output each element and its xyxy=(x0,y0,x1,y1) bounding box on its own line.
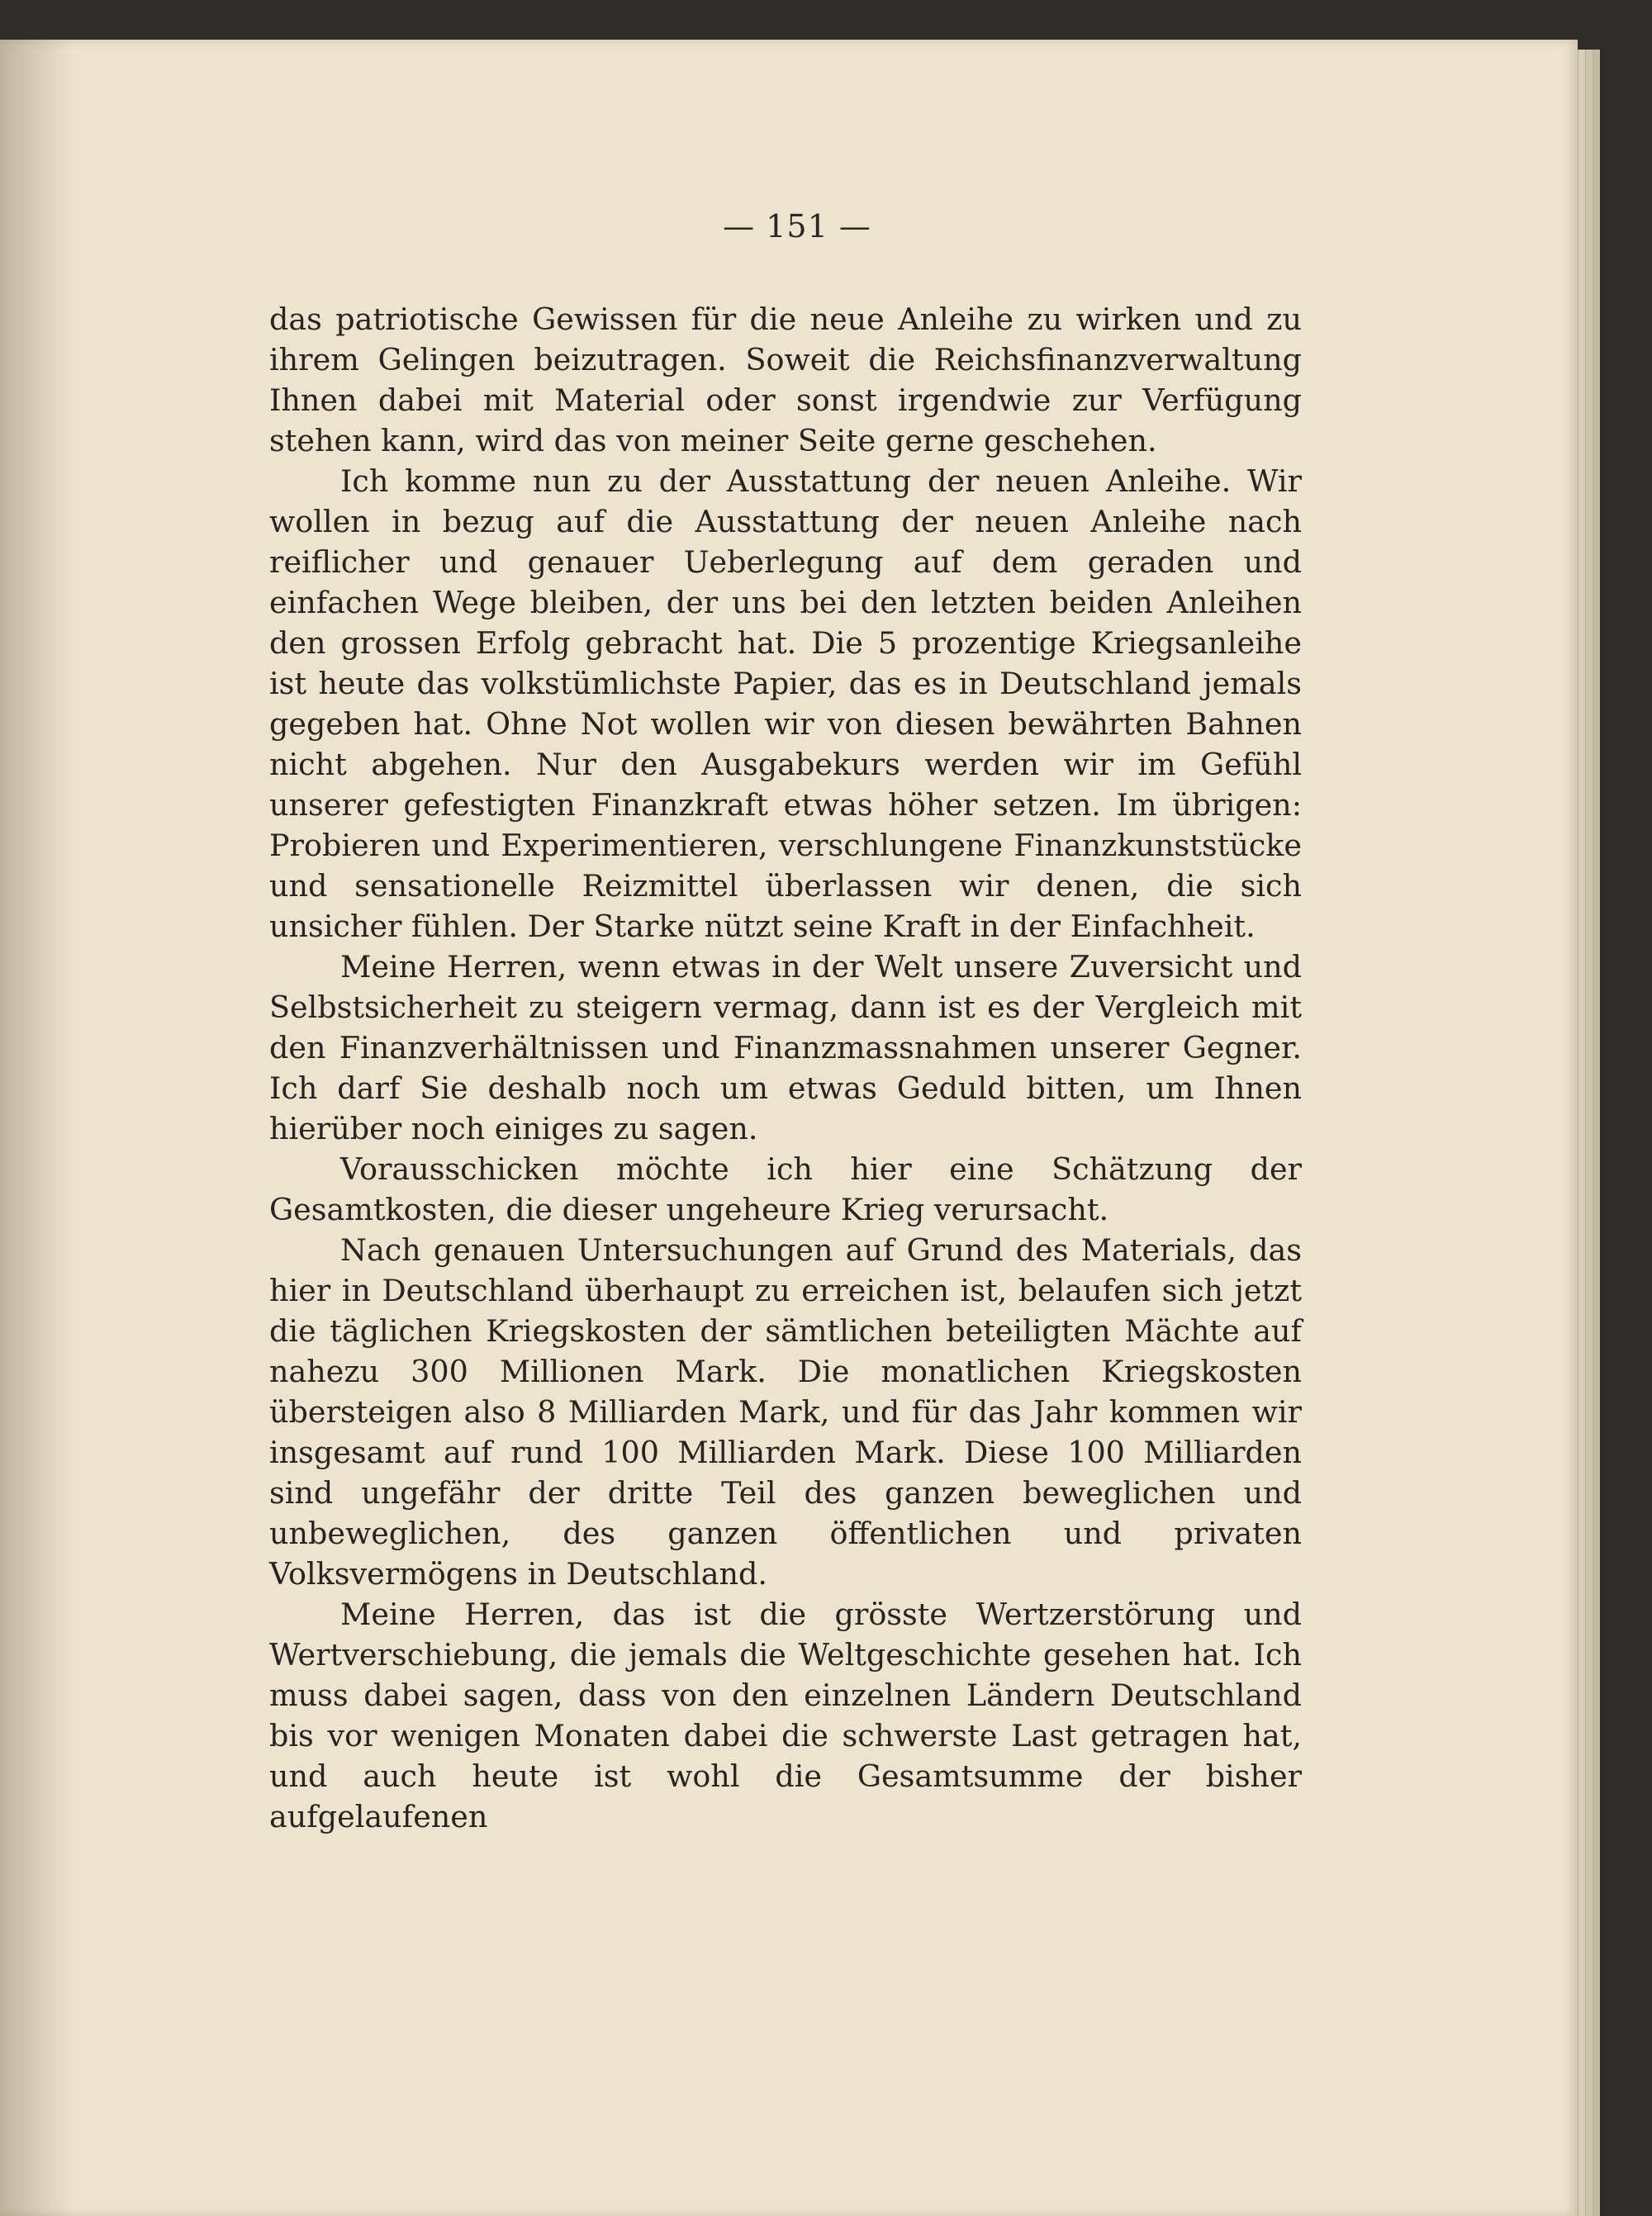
page-number: — 151 — xyxy=(723,208,871,244)
page-edge xyxy=(1585,50,1593,2216)
paragraph-5: Nach genauen Untersuchungen auf Grund des Materials, das hier in Deutschland überhaupt zu erreichen ist, belaufen sich jetzt die täglichen Kriegskosten der sämtlichen beteiligten Mächte auf nahezu 300 Millionen Mark. Die monatlichen Kriegskosten übersteigen also 8 Milliarden Mark, und für das Jahr kommen wir insgesamt auf rund 100 Milliarden Mark. Diese 100 Milliarden sind ungefähr der dritte Teil des ganzen beweglichen und unbeweglichen, des ganzen öffentlichen und privaten Volksvermögens in Deutschland. xyxy=(269,1232,1302,1592)
page-edge xyxy=(1578,50,1585,2216)
paragraph-3: Meine Herren, wenn etwas in der Welt unsere Zuversicht und Selbstsicherheit zu steigern vermag, dann ist es der Vergleich mit den Finanzverhältnissen und Finanzmassnahmen unserer Gegner. Ich darf Sie deshalb noch um etwas Geduld bitten, um Ihnen hierüber noch einiges zu sagen. xyxy=(269,949,1302,1146)
body-text xyxy=(269,299,1302,1837)
paragraph-1: das patriotische Gewissen für die neue Anleihe zu wirken und zu ihrem Gelingen beizutragen. Soweit die Reichsfinanzverwaltung Ihnen dabei mit Material oder sonst irgendwie zur Verfügung stehen kann, wird das von meiner Seite gerne geschehen. xyxy=(269,301,1302,458)
paragraph-6: Meine Herren, das ist die grösste Wertzerstörung und Wertverschiebung, die jemals die Weltgeschichte gesehen hat. Ich muss dabei sagen, dass von den einzelnen Ländern Deutschland bis vor wenigen Monaten dabei die schwerste Last getragen hat, und auch heute ist wohl die Gesamtsumme der bisher aufgelaufenen xyxy=(269,1597,1302,1834)
paragraph-2: Ich komme nun zu der Ausstattung der neuen Anleihe. Wir wollen in bezug auf die Ausstattung der neuen Anleihe nach reiflicher und genauer Ueberlegung auf dem geraden und einfachen Wege bleiben, der uns bei den letzten beiden Anleihen den grossen Erfolg gebracht hat. Die 5 prozentige Kriegsanleihe ist heute das volkstümlichste Papier, das es in Deutschland jemals gegeben hat. Ohne Not wollen wir von diesen bewährten Bahnen nicht abgehen. Nur den Ausgabekurs werden wir im Gefühl unserer gefestigten Finanzkraft etwas höher setzen. Im übrigen: Probieren und Experimentieren, verschlungene Finanzkunststücke und sensationelle Reizmittel überlassen wir denen, die sich unsicher fühlen. Der Starke nützt seine Kraft in der Einfachheit. xyxy=(269,463,1302,944)
paragraph-4: Vorausschicken möchte ich hier eine Schätzung der Gesamtkosten, die dieser ungeheure Krieg verursacht. xyxy=(269,1151,1302,1227)
page-edge xyxy=(1593,50,1600,2216)
gutter-shadow xyxy=(0,40,74,2216)
